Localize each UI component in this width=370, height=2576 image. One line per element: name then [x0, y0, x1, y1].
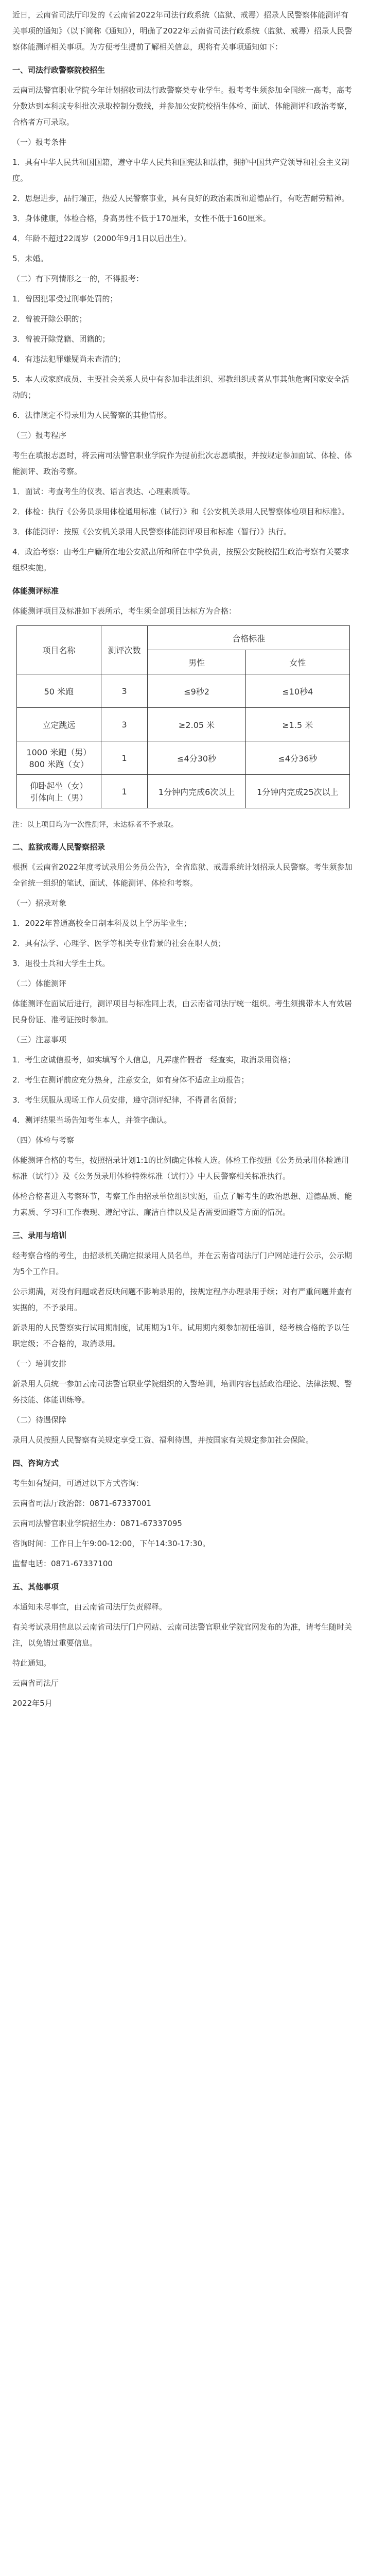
table-header-row [17, 626, 350, 650]
section-paragraph: 1．考生应诚信报考，如实填写个人信息，凡弄虚作假者一经查实，取消录用资格； [12, 1055, 295, 1064]
table-cell: 1分钟内完成6次以上 [148, 775, 245, 808]
table-row [17, 775, 350, 808]
section-paragraph: 有关考试录用信息以云南省司法厅门户网站、云南司法警官职业学院官网发布的为准，请考生随时关注，以免错过重要信息。 [12, 1622, 353, 1648]
section-paragraph: 4．年龄不超过22周岁（2000年9月1日以后出生）。 [12, 234, 192, 243]
section-paragraph: 监督电话：0871-67337100 [12, 1559, 113, 1568]
section-title: 三、录用与培训 [12, 1231, 67, 1240]
table-cell: ≤4分30秒 [148, 741, 245, 775]
table-cell: 立定跳远 [17, 708, 101, 741]
section-paragraph: （四）体检与考察 [12, 1136, 75, 1145]
section-paragraph: 根据《云南省2022年度考试录用公务员公告》，全省监狱、戒毒系统计划招录人民警察。考生须参加全省统一组织的笔试、面试、体能测评、体检和考察。 [12, 862, 353, 888]
table-row [17, 741, 350, 775]
table-cell: 1000 米跑（男） 800 米跑（女） [17, 741, 101, 775]
section-paragraph: 本通知未尽事宜，由云南省司法厅负责解释。 [12, 1602, 167, 1612]
section-paragraph: 2．考生在测评前应充分热身，注意安全，如有身体不适应主动报告； [12, 1075, 249, 1084]
section-paragraph: 云南司法警官职业学院今年计划招收司法行政警察类专业学生。报考考生须参加全国统一高考，高考分数达到本科或专科批次录取控制分数线，并参加公安院校招生体检、面试、体能测评和政治考察，合格者方可录取。 [12, 86, 353, 127]
section-paragraph: 1．面试：考查考生的仪表、语言表达、心理素质等。 [12, 487, 195, 496]
table-row [17, 674, 350, 708]
section-paragraph: （一）报考条件 [12, 138, 67, 147]
table-row [17, 708, 350, 741]
table-cell: 仰卧起坐（女） 引体向上（男） [17, 775, 101, 808]
section-paragraph: 云南司法警官职业学院招生办：0871-67337095 [12, 1519, 182, 1528]
table-cell: 50 米跑 [17, 674, 101, 708]
section-paragraph: 云南省司法厅 [12, 1679, 59, 1688]
section-paragraph: （三）注意事项 [12, 1035, 67, 1044]
section-paragraph: 5．本人或家庭成员、主要社会关系人员中有参加非法组织、邪教组织或者从事其他危害国家安全活动的； [12, 375, 349, 400]
section-paragraph: 4．测评结果当场告知考生本人，并签字确认。 [12, 1115, 172, 1125]
table-cell: 3 [101, 674, 148, 708]
section-paragraph: 考生如有疑问，可通过以下方式咨询： [12, 1479, 144, 1488]
section-paragraph: 经考察合格的考生，由招录机关确定拟录用人员名单，并在云南省司法厅门户网站进行公示，公示期为5个工作日。 [12, 1251, 353, 1276]
section-paragraph: 录用人员按照人民警察有关规定享受工资、福利待遇，并按国家有关规定参加社会保险。 [12, 1435, 314, 1445]
section-paragraph: 咨询时间：工作日上午9:00-12:00，下午14:30-17:30。 [12, 1539, 210, 1548]
section-paragraph: 1．2022年普通高校全日制本科及以上学历毕业生； [12, 919, 191, 928]
table-cell: 3 [101, 708, 148, 741]
section-paragraph: 3．体能测评：按照《公安机关录用人民警察体能测评项目和标准（暂行）》执行。 [12, 527, 292, 536]
top-spacer [12, 0, 355, 7]
section-paragraph: 新录用人员统一参加云南司法警官职业学院组织的入警培训，培训内容包括政治理论、法律法规、警务技能、体能训练等。 [12, 1379, 353, 1404]
section-paragraph: 6．法律规定不得录用为人民警察的其他情形。 [12, 411, 172, 420]
section-paragraph: 公示期满，对没有问题或者反映问题不影响录用的，按规定程序办理录用手续；对有严重问题并查有实据的，不予录用。 [12, 1287, 353, 1312]
section-paragraph: 4．政治考察：由考生户籍所在地公安派出所和所在中学负责，按照公安院校招生政治考察有关要求组织实施。 [12, 547, 349, 572]
section-paragraph: 5．未婚。 [12, 254, 48, 263]
section-paragraph: 3．考生须服从现场工作人员安排，遵守测评纪律，不得冒名顶替； [12, 1095, 241, 1105]
section-paragraph: 3．退役士兵和大学生士兵。 [12, 959, 110, 968]
section-paragraph: （二）体能测评 [12, 979, 67, 988]
table-cell: 1分钟内完成25次以上 [245, 775, 349, 808]
section-paragraph: （三）报考程序 [12, 431, 67, 440]
section-title: 四、咨询方式 [12, 1459, 59, 1468]
header-cell: 女性 [245, 650, 349, 674]
table-cell: ≤9秒2 [148, 674, 245, 708]
intro-paragraph: 近日，云南省司法厅印发的《云南省2022年司法行政系统（监狱、戒毒）招录人民警察体能测评有关事项的通知》（以下简称《通知》），明确了2022年云南省司法行政系统（监狱、戒毒）招录人民警察体能测评相关事项。为方便考生提前了解相关信息，现将有关事项通知如下： [12, 10, 353, 52]
table-cell: ≤10秒4 [245, 674, 349, 708]
section-paragraph: 1．具有中华人民共和国国籍，遵守中华人民共和国宪法和法律，拥护中国共产党领导和社会主义制度。 [12, 158, 349, 183]
section-paragraph: 云南省司法厅政治部：0871-67337001 [12, 1499, 151, 1508]
section-paragraph: （二）待遇保障 [12, 1415, 67, 1425]
section-paragraph: 2．体检：执行《公务员录用体检通用标准（试行）》和《公安机关录用人民警察体检项目和标准》。 [12, 507, 349, 516]
table-intro: 体能测评项目及标准如下表所示，考生须全部项目达标方为合格： [12, 606, 237, 616]
section-title: 二、监狱戒毒人民警察招录 [12, 842, 105, 852]
section-paragraph: 考生在填报志愿时，将云南司法警官职业学院作为提前批次志愿填报，并按规定参加面试、体检、体能测评、政治考察。 [12, 451, 353, 476]
table-cell: ≤4分36秒 [245, 741, 349, 775]
header-cell: 测评次数 [101, 626, 148, 674]
section-paragraph: 特此通知。 [12, 1658, 51, 1668]
section-paragraph: 3．身体健康，体检合格，身高男性不低于170厘米，女性不低于160厘米。 [12, 214, 271, 223]
section-paragraph: 1．曾因犯罪受过刑事处罚的； [12, 294, 118, 303]
table-cell: ≥1.5 米 [245, 708, 349, 741]
table-cell: 1 [101, 741, 148, 775]
section-paragraph: 3．曾被开除党籍、团籍的； [12, 334, 110, 344]
header-cell: 项目名称 [17, 626, 101, 674]
section-paragraph: （一）招录对象 [12, 899, 67, 908]
section-paragraph: 2．曾被开除公职的； [12, 314, 87, 324]
table-note: 注：以上项目均为一次性测评，未达标者不予录取。 [12, 821, 178, 829]
section-paragraph: 体能测评在面试后进行，测评项目与标准同上表，由云南省司法厅统一组织。考生须携带本人有效居民身份证、准考证按时参加。 [12, 999, 353, 1024]
section-paragraph: 2．思想进步，品行端正，热爱人民警察事业，具有良好的政治素质和道德品行，有吃苦耐劳精神。 [12, 194, 349, 203]
section-paragraph: 体检合格者进入考察环节，考察工作由招录单位组织实施，重点了解考生的政治思想、道德品质、能力素质、学习和工作表现、遵纪守法、廉洁自律以及是否需要回避等方面的情况。 [12, 1192, 353, 1217]
table-cell: ≥2.05 米 [148, 708, 245, 741]
section-paragraph: 2．具有法学、心理学、医学等相关专业背景的社会在职人员； [12, 939, 226, 948]
section-paragraph: 2022年5月 [12, 1699, 52, 1708]
table-title: 体能测评标准 [12, 586, 59, 596]
table-cell: 1 [101, 775, 148, 808]
standards-table [16, 625, 350, 808]
section-paragraph: （一）培训安排 [12, 1359, 67, 1368]
section-paragraph: 体能测评合格的考生，按照招录计划1:1的比例确定体检人选。体检工作按照《公务员录用体检通用标准（试行）》及《公务员录用体检特殊标准（试行）》中人民警察相关标准执行。 [12, 1156, 349, 1181]
section-title: 一、司法行政警察院校招生 [12, 65, 105, 75]
section-paragraph: 4．有违法犯罪嫌疑尚未查清的； [12, 354, 126, 364]
section-paragraph: 新录用的人民警察实行试用期制度，试用期为1年。试用期内须参加初任培训，经考核合格的予以任职定级；不合格的，取消录用。 [12, 1323, 349, 1348]
header-cell: 合格标准 [148, 626, 350, 650]
section-paragraph: （二）有下列情形之一的，不得报考： [12, 274, 144, 283]
article-body [12, 0, 355, 1716]
section-title: 五、其他事项 [12, 1582, 59, 1591]
header-cell: 男性 [148, 650, 245, 674]
